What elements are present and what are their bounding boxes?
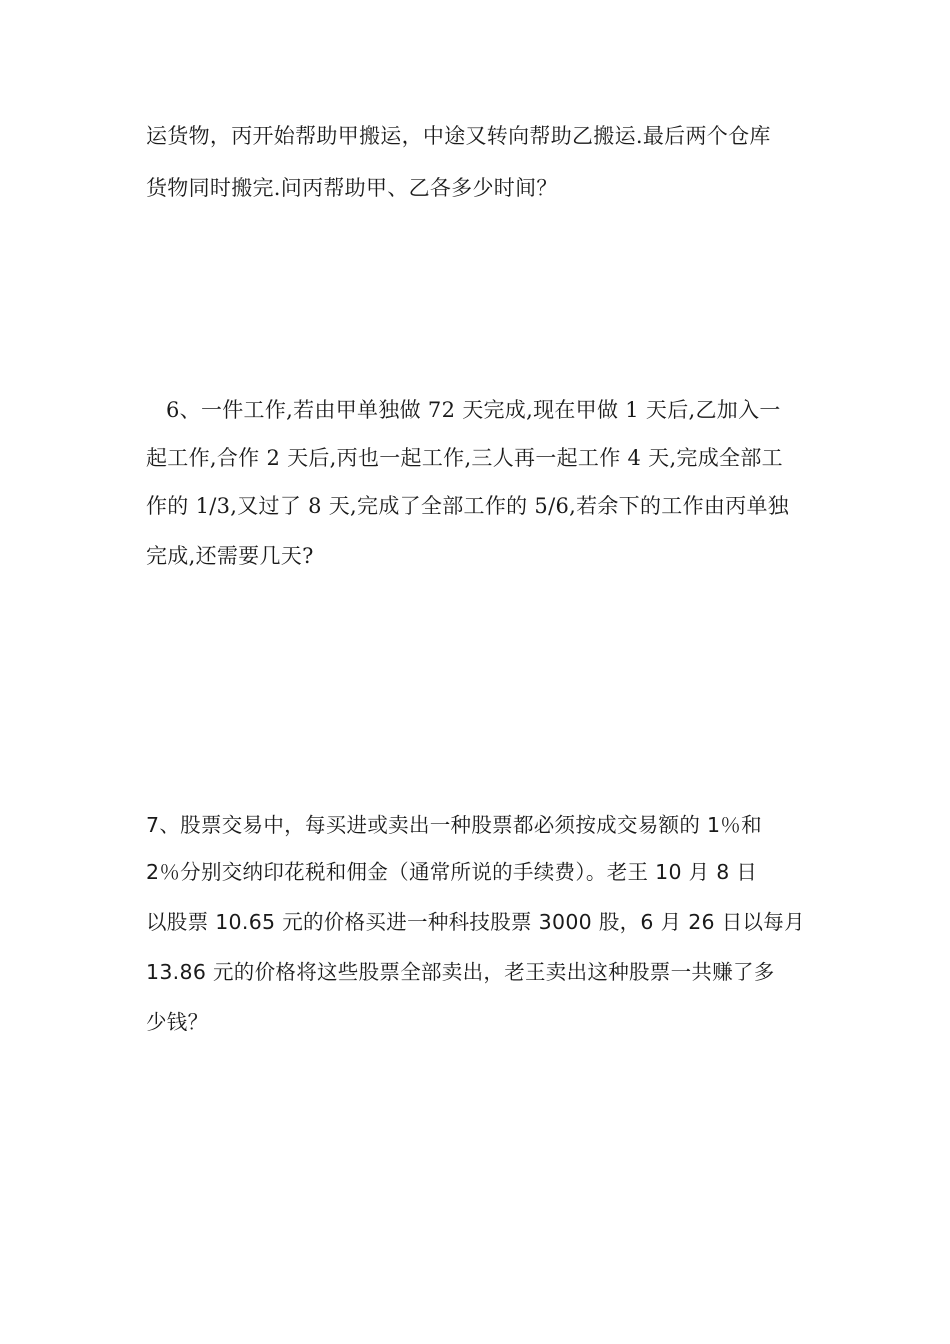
text-line: 起工作,合作 2 天后,丙也一起工作,三人再一起工作 4 天,完成全部工 xyxy=(146,446,783,470)
text-line: 完成,还需要几天? xyxy=(146,544,314,568)
text-line: 13.86 元的价格将这些股票全部卖出，老王卖出这种股票一共赚了多 xyxy=(146,960,775,984)
text-line: 2％分别交纳印花税和佣金（通常所说的手续费）。老王 10 月 8 日 xyxy=(146,860,758,884)
text-line: 货物同时搬完.问丙帮助甲、乙各多少时间？ xyxy=(146,176,558,200)
text-line: 运货物，丙开始帮助甲搬运，中途又转向帮助乙搬运.最后两个仓库 xyxy=(146,124,771,148)
text-line: 少钱？ xyxy=(146,1010,209,1034)
question-6-first-line: 6、一件工作,若由甲单独做 72 天完成,现在甲做 1 天后,乙加入一 xyxy=(166,398,781,422)
text-line: 作的 1/3,又过了 8 天,完成了全部工作的 5/6,若余下的工作由丙单独 xyxy=(146,494,790,518)
text-line: 以股票 10.65 元的价格买进一种科技股票 3000 股，6 月 26 日以每月 xyxy=(146,910,805,934)
question-7-first-line: 7、股票交易中，每买进或卖出一种股票都必须按成交易额的 1％和 xyxy=(146,813,762,837)
